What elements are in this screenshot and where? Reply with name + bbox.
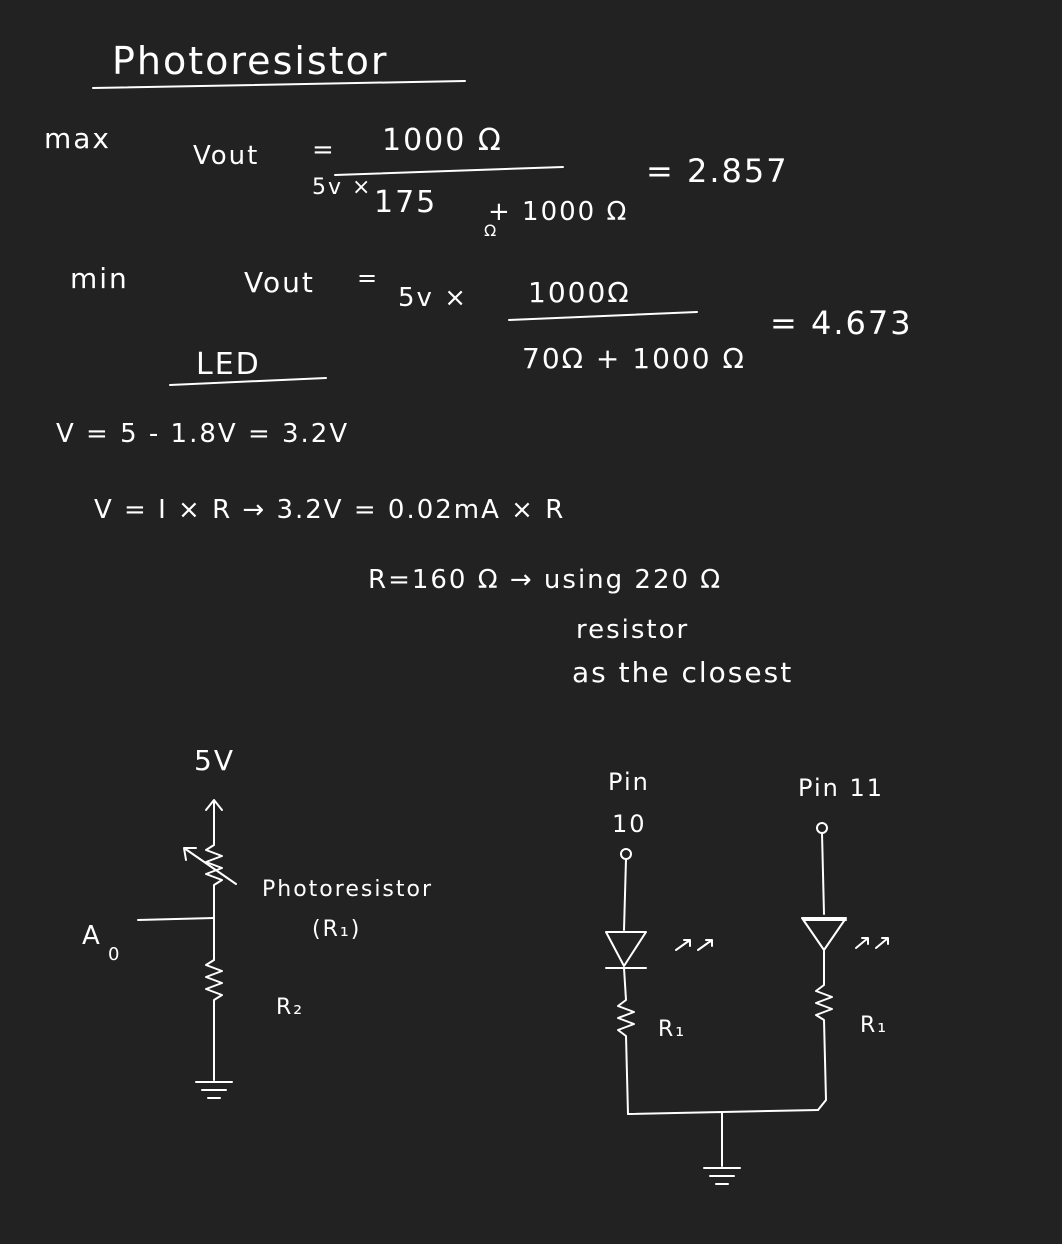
- max-denominator-a: 175: [374, 185, 438, 220]
- analog-wire: [138, 918, 214, 920]
- photoresistor-label: Photoresistor: [262, 877, 434, 902]
- min-fraction-bar: [509, 312, 697, 320]
- page-title: Photoresistor: [112, 39, 389, 83]
- fixed-resistor-symbol: [206, 918, 222, 1080]
- led-resistor-choice: R=160 Ω → using 220 Ω: [368, 565, 723, 595]
- led2-diode-symbol: [802, 918, 846, 950]
- min-vout-label: Vout: [244, 266, 315, 299]
- led2-wire-top: [822, 833, 824, 914]
- max-fraction-bar: [335, 167, 563, 175]
- left-ground-symbol: [196, 1082, 232, 1098]
- led1-diode-symbol: [606, 932, 646, 968]
- led2-light-arrows: [856, 938, 888, 948]
- max-multiplier: 5v ×: [312, 175, 373, 200]
- led1-wire-top: [624, 859, 626, 930]
- led-ohms-law: V = I × R → 3.2V = 0.02mA × R: [94, 495, 566, 525]
- led2-resistor-label: R₁: [860, 1013, 889, 1038]
- analog-pin-label: A: [82, 921, 102, 951]
- led1-resistor-label: R₁: [658, 1017, 687, 1042]
- min-multiplier: 5v ×: [398, 283, 468, 313]
- pin11-label: Pin 11: [798, 774, 884, 802]
- led-heading: LED: [196, 347, 261, 382]
- led1-resistor: [618, 968, 634, 1114]
- led-circuit: [606, 768, 888, 1184]
- max-equals-sign: =: [312, 135, 336, 165]
- fixed-resistor-label: R₂: [276, 995, 305, 1020]
- photoresistor-variable-arrow: [184, 848, 236, 884]
- max-numerator: 1000 Ω: [382, 123, 503, 158]
- min-result: = 4.673: [770, 304, 913, 342]
- led-voltage-drop: V = 5 - 1.8V = 3.2V: [56, 419, 350, 449]
- min-denominator: 70Ω + 1000 Ω: [522, 342, 746, 375]
- max-label: max: [44, 122, 112, 155]
- right-ground-symbol: [704, 1168, 740, 1184]
- common-ground-wire: [628, 1110, 818, 1166]
- led-closest-note: as the closest: [572, 656, 794, 689]
- supply-arrow: [206, 800, 222, 826]
- min-numerator: 1000Ω: [528, 276, 631, 309]
- pin10-number: 10: [612, 810, 647, 838]
- min-label: min: [70, 262, 129, 295]
- pin10-terminal: [621, 849, 631, 859]
- pin11-terminal: [817, 823, 827, 833]
- min-equals-sign: =: [357, 264, 380, 292]
- led2-resistor: [816, 950, 832, 1110]
- pin10-label: Pin: [608, 768, 650, 796]
- analog-pin-sub: 0: [108, 944, 122, 965]
- max-result: = 2.857: [646, 152, 789, 190]
- voltage-divider-circuit: [82, 744, 433, 1098]
- led-resistor-note: resistor: [576, 615, 690, 645]
- supply-voltage-label: 5V: [194, 744, 235, 777]
- led1-light-arrows: [676, 940, 712, 950]
- max-denominator-a-unit: Ω: [484, 221, 499, 240]
- photoresistor-sub-label: (R₁): [312, 917, 362, 942]
- max-vout-label: Vout: [193, 141, 260, 171]
- max-denominator-b: + 1000 Ω: [488, 197, 629, 227]
